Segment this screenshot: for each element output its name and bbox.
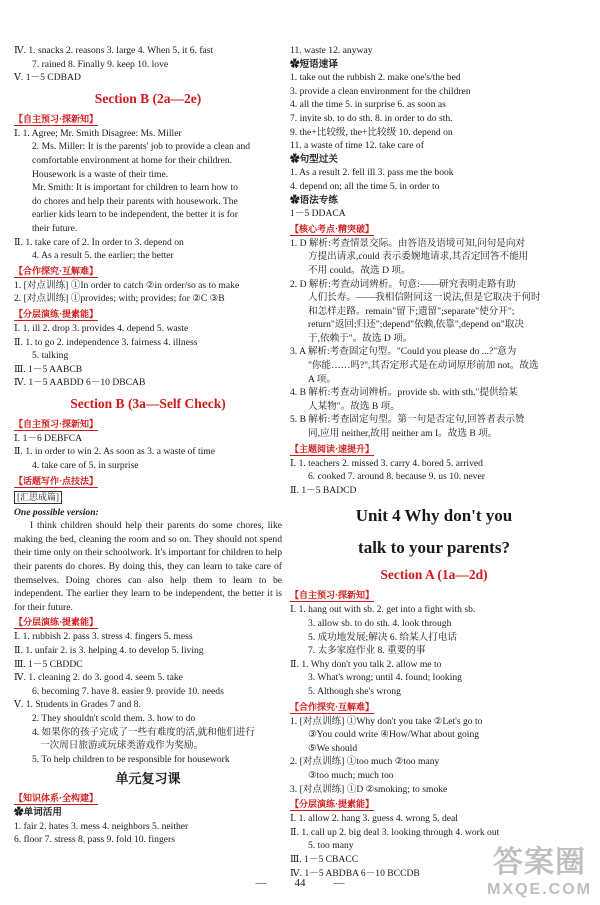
unit-title: Unit 4 Why don't you xyxy=(355,506,513,526)
subsection-tag: 【自主预习·探新知】 xyxy=(14,113,99,124)
answer-line: 3. A 解析:考查固定句型。"Could you please do ...?"意为 xyxy=(290,346,517,358)
subsection-tag: 【分层演练·提素能】 xyxy=(290,799,375,810)
answer-line: comfortable environment at home for their children. xyxy=(32,154,233,166)
answer-line: Ⅱ. 1. to go 2. independence 3. fairness 4. illness xyxy=(14,336,198,348)
answer-line: 5. To help children to be responsible for housework xyxy=(32,753,230,765)
answer-line: 1. As a result 2. fell ill 3. pass me the book xyxy=(290,167,454,179)
subsection-tag: 【自主预习·探新知】 xyxy=(14,418,99,429)
subsection-tag-row xyxy=(290,699,578,715)
subsection-tag-row xyxy=(14,416,282,432)
section-heading: Section B (3a—Self Check) xyxy=(70,395,226,411)
subsection-tag: 【合作探究·互解难】 xyxy=(14,265,99,276)
left-column xyxy=(14,44,282,847)
watermark-url: MXQE.COM xyxy=(487,881,592,898)
answer-line: 5. talking xyxy=(32,350,69,362)
subsection-tag-row xyxy=(14,263,282,279)
right-column xyxy=(290,44,578,880)
answer-line: 3. [对点训练] ①D ②smoking; to smoke xyxy=(290,783,448,795)
bracket-label: [汇思成篇] xyxy=(14,491,62,504)
answer-line: Ⅳ. 1－5 ABDBA 6－10 BCCDB xyxy=(290,867,420,879)
answer-line: do chores and help their parents with housework. The xyxy=(32,195,238,207)
answer-line: 1. D 解析:考查情景交际。由答语及语境可知,问句是向对 xyxy=(290,237,526,249)
watermark-logo: 答案圈 xyxy=(493,846,586,879)
subsection-tag: 【主题阅读·速提升】 xyxy=(290,443,375,454)
answer-line: 4. 如果你的孩子完成了一些有难度的活,就和他们进行 xyxy=(32,726,256,738)
answer-line: Ⅳ. 1. cleaning 2. do 3. good 4. seem 5. take xyxy=(14,672,183,684)
answer-line: "你能……吗?",其否定形式是在动词原形前加 not。故选 xyxy=(308,360,539,372)
subsection-tag-row xyxy=(290,221,578,237)
answer-line: Ⅱ. 1. call up 2. big deal 3. looking through 4. work out xyxy=(290,826,500,838)
category-heading: ✿单词活用 xyxy=(14,806,62,818)
subsection-tag: 【自主预习·探新知】 xyxy=(290,590,375,601)
answer-line: 5. too many xyxy=(308,840,354,852)
answer-line: 6. cooked 7. around 8. because 9. us 10. never xyxy=(308,471,485,483)
answer-line: 4. all the time 5. in surprise 6. as soon as xyxy=(290,99,446,111)
answer-line: Ⅰ. 1－6 DEBFCA xyxy=(14,432,83,444)
page-number: — 44 — xyxy=(255,877,345,889)
answer-line: Ⅲ. 1－5 CBACC xyxy=(290,853,359,865)
subsection-tag: 【核心考点·精突破】 xyxy=(290,223,375,234)
subsection-tag-row xyxy=(14,111,282,127)
answer-line: 4. depend on; all the time 5. in order to xyxy=(290,180,440,192)
answer-line: Ⅲ. 1－5 CBDDC xyxy=(14,658,83,670)
answer-line: Ⅱ. 1. in order to win 2. As soon as 3. a waste of time xyxy=(14,446,216,458)
answer-line: 1. fair 2. hates 3. mess 4. neighbors 5. neither xyxy=(14,820,189,832)
answer-line: 4. As a result 5. the earlier; the better xyxy=(32,250,174,262)
subsection-tag: 【合作探究·互解难】 xyxy=(290,701,375,712)
answer-line: ⑤We should xyxy=(308,742,358,754)
subsection-tag-row xyxy=(290,587,578,603)
answer-line: 3. allow sb. to do sth. 4. look through xyxy=(308,618,452,629)
answer-line: Ⅱ. 1. unfair 2. is 3. helping 4. to develop 5. living xyxy=(14,645,204,656)
section-heading: Section A (1a—2d) xyxy=(380,567,488,583)
answer-line: 1. take out the rubbish 2. make one's/the bed xyxy=(290,72,461,84)
answer-line: ③You could write ④How/What about going xyxy=(308,729,480,741)
answer-line: 2. Ms. Miller: It is the parents' job to provide a clean and xyxy=(32,141,251,153)
answer-line: 2. [对点训练] ①provides; with; provides; for ②C ③B xyxy=(14,293,225,305)
answer-line: 6. floor 7. stress 8. pass 9. fold 10. fingers xyxy=(14,834,175,846)
answer-line: 1. [对点训练] ①In order to catch ②in order/so as to make xyxy=(14,279,240,291)
subsection-tag: 【知识体系·全构建】 xyxy=(14,792,99,803)
page-number-value: 44 xyxy=(294,877,306,889)
answer-line: 人某物"。故选 B 项。 xyxy=(308,400,400,412)
answer-line: 5. 成功地发展;解决 6. 给某人打电话 xyxy=(308,631,457,643)
answer-line: Ⅴ. 1. Students in Grades 7 and 8. xyxy=(14,699,141,711)
answer-line: A 项。 xyxy=(308,373,336,385)
subsection-tag: 【分层演练·提素能】 xyxy=(14,308,99,319)
category-heading: ✿语法专练 xyxy=(290,194,338,206)
answer-line: Ⅰ. 1. allow 2. hang 3. guess 4. wrong 5. deal xyxy=(290,813,458,825)
category-heading: ✿句型过关 xyxy=(290,153,338,165)
answer-line: Ⅰ. 1. hang out with sb. 2. get into a fight with sb. xyxy=(290,604,476,616)
subsection-tag-row xyxy=(14,614,282,630)
subsection-tag-row xyxy=(290,796,578,812)
answer-line: Ⅱ. 1. take care of 2. In order to 3. depend on xyxy=(14,236,184,248)
answer-line: Ⅰ. 1. rubbish 2. pass 3. stress 4. fingers 5. mess xyxy=(14,631,193,643)
answer-line: Ⅱ. 1－5 BADCD xyxy=(290,484,357,496)
section-heading: Section B (2a—2e) xyxy=(94,90,202,106)
answer-line: 7. rained 8. Finally 9. keep 10. love xyxy=(32,58,169,70)
answer-line: 9. the+比较级, the+比较级 10. depend on xyxy=(290,126,453,138)
answer-line: 3. provide a clean environment for the children xyxy=(290,85,471,97)
subsection-tag-row xyxy=(290,441,578,457)
answer-line: ③too much; much too xyxy=(308,769,394,781)
answer-line: Ⅰ. 1. Agree; Mr. Smith Disagree: Ms. Miller xyxy=(14,127,182,139)
answer-line: 11. a waste of time 12. take care of xyxy=(290,140,424,152)
answer-line: 1－5 DDACA xyxy=(290,208,346,220)
answer-line: 2. D 解析:考查动词辨析。句意:——研究表明走路有助 xyxy=(290,278,516,290)
sample-label: One possible version: xyxy=(14,506,99,518)
answer-line: 3. What's wrong; until 4. found; looking xyxy=(308,672,462,684)
answer-line: 2. [对点训练] ①too much ②too many xyxy=(290,756,440,768)
subsection-tag-row xyxy=(14,306,282,322)
answer-line: Ⅴ. 1－5 CDBAD xyxy=(14,72,81,84)
answer-line: 同,应用 neither,故用 neither am I。故选 B 项。 xyxy=(308,428,498,440)
subsection-tag: 【话题写作·点技法】 xyxy=(14,475,99,486)
answer-line: 一次周日旅游或玩球类游戏作为奖励。 xyxy=(40,740,204,752)
answer-line: Ⅱ. 1. Why don't you talk 2. allow me to xyxy=(290,658,442,670)
answer-line: Ⅲ. 1－5 AABCB xyxy=(14,363,83,375)
answer-line: Mr. Smith: It is important for children to learn how to xyxy=(32,182,238,194)
answer-line: 6. becoming 7. have 8. easier 9. provide 10. needs xyxy=(32,685,224,697)
answer-line: earlier kids learn to be independent, the better it is for xyxy=(32,209,238,221)
sample-essay: I think children should help their parents do some chores, like making the bed, cleaning the room and so on. They should not spend their time only on their schoolwork. It's important for children to help their parents do chores. By doing this, they can learn to take care of themselves. Doing chores can also help them to learn to be independent. The earlier they learn to be independent, the better it is for their future. xyxy=(14,520,282,613)
answer-line: return"返回;归还";depend"依赖,依靠",depend on"取决 xyxy=(308,319,524,331)
answer-line: 5. B 解析:考查固定句型。第一句是否定句,回答者表示赞 xyxy=(290,414,525,426)
answer-line: 7. invite sb. to do sth. 8. in order to do sth. xyxy=(290,112,453,124)
answer-line: 4. B 解析:考查动词辨析。provide sb. with sth."提供给某 xyxy=(290,387,518,399)
subsection-tag-row xyxy=(14,473,282,489)
answer-line: 5. Although she's wrong xyxy=(308,685,401,697)
subsection-tag-row xyxy=(14,790,282,806)
subsection-tag: 【分层演练·提素能】 xyxy=(14,617,99,628)
answer-line: 11. waste 12. anyway xyxy=(290,45,373,56)
answer-line: Ⅳ. 1－5 AABDD 6－10 DBCAB xyxy=(14,377,146,389)
bracket-label-row xyxy=(14,489,282,506)
answer-line: 人们长寿。——我相信附同这一说法,但是它取决于何时 xyxy=(308,292,541,304)
answer-line: 和怎样走路。remain"留下;遗留";separate"使分开"; xyxy=(308,305,515,317)
answer-line: Ⅳ. 1. snacks 2. reasons 3. large 4. When 5. it 6. fast xyxy=(14,45,214,56)
answer-line: Housework is a waste of their time. xyxy=(32,168,169,180)
review-heading: 单元复习课 xyxy=(115,771,181,787)
answer-line: 1. [对点训练] ①Why don't you take ②Let's go to xyxy=(290,715,483,727)
answer-line: 方提出请求,could 表示委婉地请求,其否定回答不能用 xyxy=(308,251,529,263)
answer-line: 4. take care of 5. in surprise xyxy=(32,460,139,472)
answer-line: 不用 could。故选 D 项。 xyxy=(308,264,411,276)
answer-line: their future. xyxy=(32,222,78,234)
answer-line: 7. 太多家庭作业 8. 重要的事 xyxy=(308,645,426,657)
category-heading: ✿短语速译 xyxy=(290,58,338,70)
unit-title: talk to your parents? xyxy=(358,538,510,558)
answer-line: Ⅰ. 1. ill 2. drop 3. provides 4. depend 5. waste xyxy=(14,322,189,334)
answer-line: Ⅰ. 1. teachers 2. missed 3. carry 4. bored 5. arrived xyxy=(290,457,483,469)
answer-line: 2. They shouldn't scold them. 3. how to do xyxy=(32,712,196,724)
answer-line: 于,依赖于"。故选 D 项。 xyxy=(308,332,413,344)
